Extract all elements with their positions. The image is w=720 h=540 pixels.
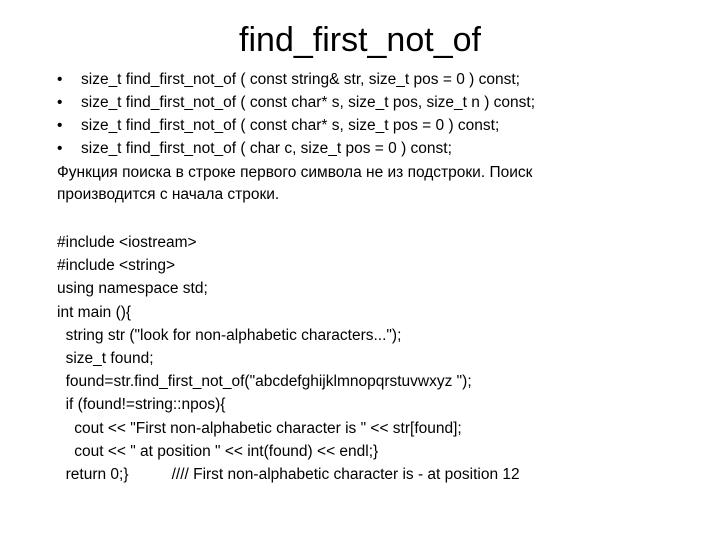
code-line: using namespace std; [57, 280, 208, 298]
code-example [57, 231, 520, 486]
description-line: производится с начала строки. [57, 186, 280, 203]
code-line: return 0;} //// First non-alphabetic character is - at position 12 [57, 465, 520, 483]
description-line: Функция поиска в строке первого символа не из подстроки. Поиск [57, 164, 533, 181]
function-description [57, 162, 657, 206]
slide-title: find_first_not_of [239, 21, 481, 59]
code-line: if (found!=string::npos){ [57, 396, 226, 414]
code-line: #include <iostream> [57, 234, 197, 251]
signature-list [57, 68, 535, 160]
code-line: string str ("look for non-alphabetic characters..."); [57, 326, 402, 344]
code-line: cout << "First non-alphabetic character is " << str[found]; [57, 419, 462, 437]
signature-item: • size_t find_first_not_of ( const char* s, size_t pos, size_t n ) const; [57, 91, 535, 114]
code-line: #include <string> [57, 257, 176, 275]
signature-item: • size_t find_first_not_of ( const char* s, size_t pos = 0 ) const; [57, 114, 535, 137]
code-line: size_t found; [57, 349, 154, 367]
code-line: found=str.find_first_not_of("abcdefghijklmnopqrstuvwxyz "); [57, 373, 472, 391]
code-line: cout << " at position " << int(found) << endl;} [57, 442, 379, 460]
code-line: int main (){ [57, 303, 132, 321]
signature-item: • size_t find_first_not_of ( const string& str, size_t pos = 0 ) const; [57, 68, 535, 91]
signature-item: • size_t find_first_not_of ( char c, size_t pos = 0 ) const; [57, 137, 535, 160]
